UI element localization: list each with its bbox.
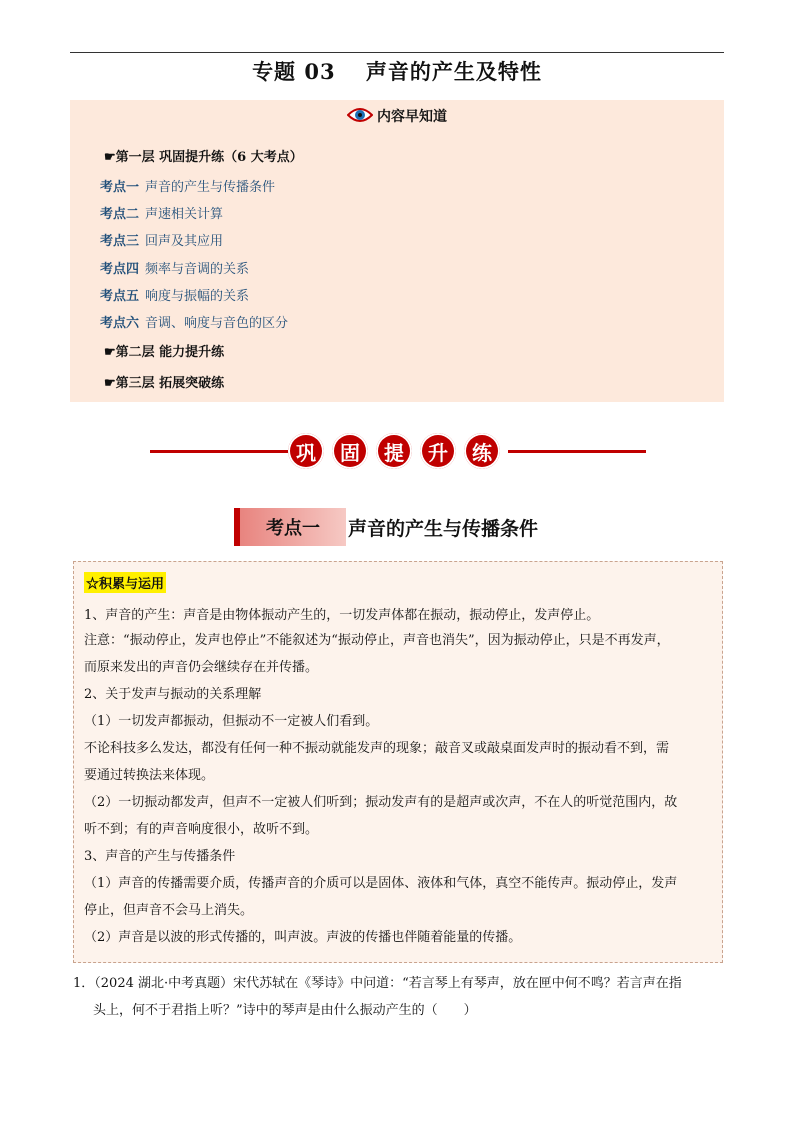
knowledge-line: 2、关于发声与振动的关系理解 (84, 687, 262, 702)
knowledge-badge: ☆积累与运用 (84, 572, 166, 593)
section-banner (288, 433, 500, 469)
question-line: 1．（2024 湖北·中考真题）宋代苏轼在《琴诗》中问道：“若言琴上有琴声，放在匣中何不鸣？若言声在指 (73, 976, 682, 991)
knowledge-line: 不论科技多么发达，都没有任何一种不振动就能发声的现象；敲音叉或敲桌面发声时的振动看不到，需 (84, 741, 670, 756)
banner-char: 升 (420, 433, 456, 469)
knowledge-line: 停止，但声音不会马上消失。 (84, 903, 254, 918)
toc-item[interactable]: 考点三 回声及其应用 (100, 234, 224, 249)
contents-heading (70, 106, 724, 127)
eye-icon (347, 107, 373, 127)
knowledge-line: （1）一切发声都振动，但振动不一定被人们看到。 (84, 714, 379, 729)
banner-char: 固 (332, 433, 368, 469)
banner-char: 练 (464, 433, 500, 469)
toc-item[interactable]: 考点四 频率与音调的关系 (100, 262, 250, 277)
banner-line-left (150, 450, 288, 453)
header-rule (70, 52, 724, 53)
toc-layer-3[interactable]: ☛第三层 拓展突破练 (104, 376, 225, 391)
banner-char: 提 (376, 433, 412, 469)
banner-line-right (508, 450, 646, 453)
banner-char: 巩 (288, 433, 324, 469)
kaodian-tag: 考点一 (234, 508, 346, 546)
toc-item[interactable]: 考点二 声速相关计算 (100, 207, 224, 222)
knowledge-line: （2）一切振动都发声，但声不一定被人们听到；振动发声有的是超声或次声，不在人的听觉范围内，故 (84, 795, 678, 810)
toc-item[interactable]: 考点六 音调、响度与音色的区分 (100, 316, 289, 331)
knowledge-box (73, 561, 723, 963)
toc-layer-2[interactable]: ☛第二层 能力提升练 (104, 345, 225, 360)
toc-item[interactable]: 考点五 响度与振幅的关系 (100, 289, 250, 304)
contents-heading-text: 内容早知道 (377, 109, 447, 125)
page-title: 专题 03 声音的产生及特性 (252, 59, 542, 84)
knowledge-line: 要通过转换法来体现。 (84, 768, 215, 783)
knowledge-line: 注意：“振动停止，发声也停止”不能叙述为“振动停止，声音也消失”，因为振动停止，只是不再发声， (84, 633, 670, 648)
knowledge-line: 3、声音的产生与传播条件 (84, 849, 236, 864)
knowledge-line: 听不到；有的声音响度很小，故听不到。 (84, 822, 319, 837)
toc-item[interactable]: 考点一 声音的产生与传播条件 (100, 180, 276, 195)
contents-panel (70, 100, 724, 402)
kaodian-title: 声音的产生与传播条件 (348, 518, 539, 540)
toc-layer-1[interactable]: ☛第一层 巩固提升练（6 大考点） (104, 150, 303, 165)
knowledge-line: 而原来发出的声音仍会继续存在并传播。 (84, 660, 319, 675)
question-1 (73, 970, 723, 1024)
knowledge-line: （1）声音的传播需要介质，传播声音的介质可以是固体、液体和气体，真空不能传声。振动停止，发声 (84, 876, 678, 891)
knowledge-line: 1、声音的产生：声音是由物体振动产生的，一切发声体都在振动，振动停止，发声停止。 (84, 608, 600, 623)
question-line: 头上，何不于君指上听？”诗中的琴声是由什么振动产生的（ ） (93, 1003, 477, 1018)
knowledge-line: （2）声音是以波的形式传播的，叫声波。声波的传播也伴随着能量的传播。 (84, 930, 522, 945)
